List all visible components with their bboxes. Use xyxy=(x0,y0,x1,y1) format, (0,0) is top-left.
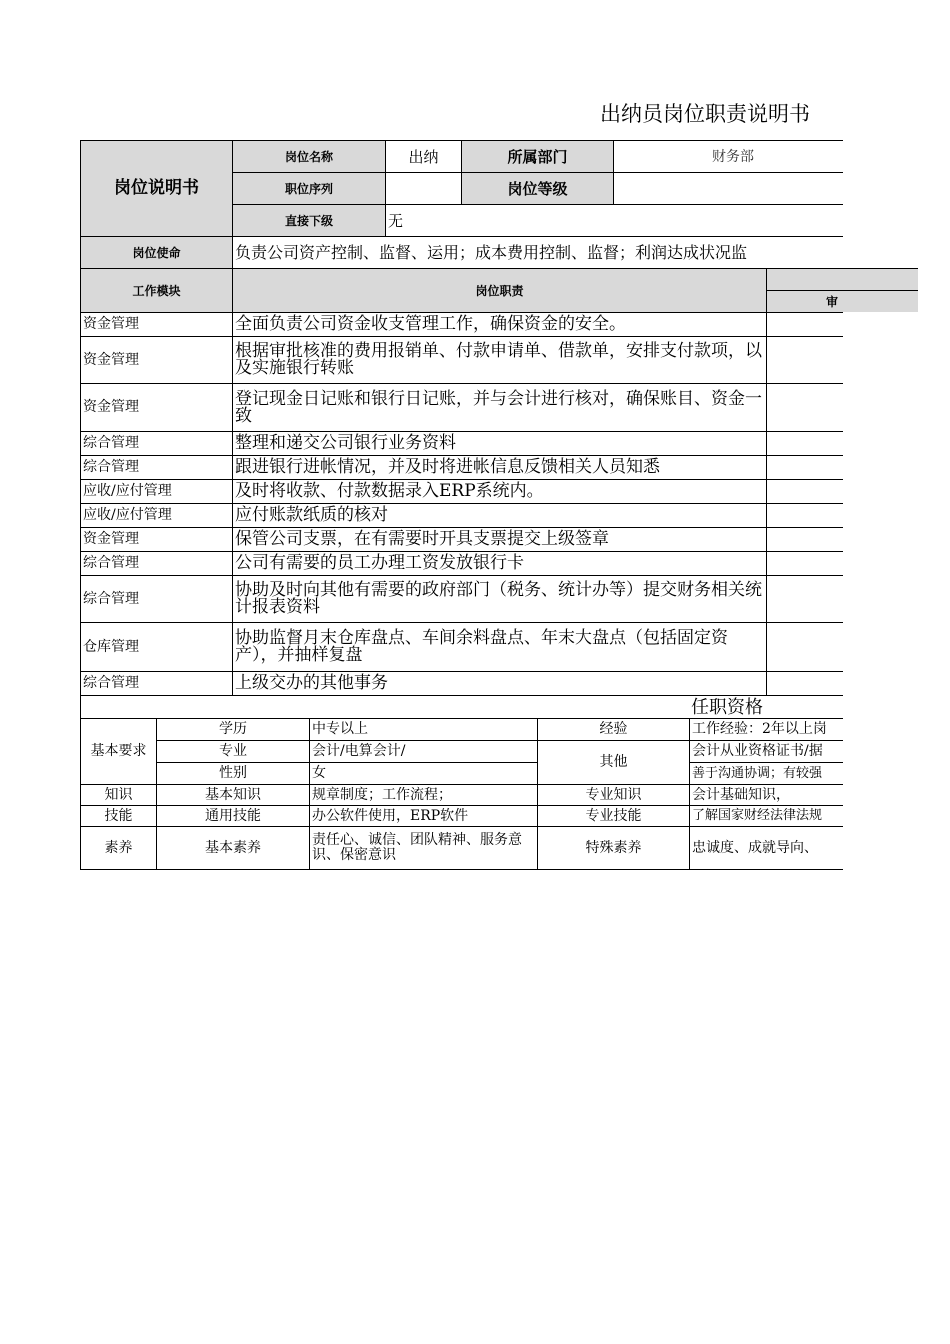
name-value: 出纳 xyxy=(385,140,462,173)
pro-knowledge-label: 专业知识 xyxy=(537,784,690,806)
name-label: 岗位名称 xyxy=(232,140,386,173)
duty-module: 资金管理 xyxy=(80,312,233,337)
education-label: 学历 xyxy=(156,718,310,741)
seq-value xyxy=(385,172,462,205)
col-partial-label: 审 xyxy=(826,295,839,309)
duty-extra xyxy=(766,671,853,696)
right-clip xyxy=(843,90,950,268)
duty-module: 综合管理 xyxy=(80,671,233,696)
duty-text: 协助监督月末仓库盘点、车间余料盘点、年末大盘点（包括固定资产），并抽样复盘 xyxy=(232,622,767,672)
sub-value: 无 xyxy=(385,204,853,237)
col-module: 工作模块 xyxy=(80,268,233,313)
duty-module: 综合管理 xyxy=(80,455,233,480)
duty-text: 上级交办的其他事务 xyxy=(232,671,767,696)
duty-text: 保管公司支票，在有需要时开具支票提交上级签章 xyxy=(232,527,767,552)
duty-extra xyxy=(766,479,853,504)
basic-knowledge-label: 基本知识 xyxy=(156,784,310,806)
basic-quality-value: 责任心、诚信、团队精神、服务意识、保密意识 xyxy=(309,826,538,870)
duty-module: 综合管理 xyxy=(80,551,233,576)
doc-label: 岗位说明书 xyxy=(80,140,233,237)
pro-skill-label: 专业技能 xyxy=(537,805,690,827)
duty-text: 应付账款纸质的核对 xyxy=(232,503,767,528)
special-quality-value: 忠诚度、成就导向、 xyxy=(689,826,853,870)
col-duty: 岗位职责 xyxy=(232,268,767,313)
duty-module: 综合管理 xyxy=(80,431,233,456)
special-quality-label: 特殊素养 xyxy=(537,826,690,870)
pro-skill-value: 了解国家财经法律法规 xyxy=(689,805,853,827)
gender-value: 女 xyxy=(309,762,538,785)
general-skill-label: 通用技能 xyxy=(156,805,310,827)
basic-req-label: 基本要求 xyxy=(80,718,157,785)
experience-value: 工作经验：2年以上岗 xyxy=(689,718,853,741)
qual-section-title: 任职资格 xyxy=(691,697,763,718)
basic-quality-label: 基本素养 xyxy=(156,826,310,870)
mission-label: 岗位使命 xyxy=(80,236,233,269)
duty-module: 资金管理 xyxy=(80,336,233,384)
duty-text: 整理和递交公司银行业务资料 xyxy=(232,431,767,456)
duty-extra xyxy=(766,431,853,456)
gender-label: 性别 xyxy=(156,762,310,785)
duty-text: 全面负责公司资金收支管理工作，确保资金的安全。 xyxy=(232,312,767,337)
duty-module: 应收/应付管理 xyxy=(80,479,233,504)
education-value: 中专以上 xyxy=(309,718,538,741)
duty-module: 仓库管理 xyxy=(80,622,233,672)
knowledge-label: 知识 xyxy=(80,784,157,806)
grade-label: 岗位等级 xyxy=(461,172,614,205)
duty-module: 应收/应付管理 xyxy=(80,503,233,528)
quality-label: 素养 xyxy=(80,826,157,870)
duty-text: 协助及时向其他有需要的政府部门（税务、统计办等）提交财务相关统计报表资料 xyxy=(232,575,767,623)
duty-text: 及时将收款、付款数据录入ERP系统内。 xyxy=(232,479,767,504)
duty-extra xyxy=(766,527,853,552)
duty-extra xyxy=(766,455,853,480)
other-label: 其他 xyxy=(537,740,690,785)
duty-extra xyxy=(766,383,853,432)
page-title: 出纳员岗位职责说明书 xyxy=(600,102,810,126)
grade-value xyxy=(613,172,853,205)
major-value: 会计/电算会计/ xyxy=(309,740,538,763)
dept-label: 所属部门 xyxy=(461,140,614,173)
duty-extra xyxy=(766,551,853,576)
duty-module: 资金管理 xyxy=(80,383,233,432)
other-value-2: 善于沟通协调；有较强 xyxy=(689,762,853,785)
pro-knowledge-value: 会计基础知识， xyxy=(689,784,853,806)
duty-text: 根据审批核准的费用报销单、付款申请单、借款单，安排支付款项，以及实施银行转账 xyxy=(232,336,767,384)
seq-label: 职位序列 xyxy=(232,172,386,205)
qual-title-row xyxy=(80,695,853,719)
duty-module: 综合管理 xyxy=(80,575,233,623)
duty-extra xyxy=(766,622,853,672)
duty-text: 登记现金日记账和银行日记账，并与会计进行核对，确保账目、资金一致 xyxy=(232,383,767,432)
sub-label: 直接下级 xyxy=(232,204,386,237)
col-partial-divider xyxy=(766,290,918,291)
duty-module: 资金管理 xyxy=(80,527,233,552)
major-label: 专业 xyxy=(156,740,310,763)
duty-text: 跟进银行进帐情况，并及时将进帐信息反馈相关人员知悉 xyxy=(232,455,767,480)
other-value-1: 会计从业资格证书/据 xyxy=(689,740,853,763)
right-clip xyxy=(843,312,950,872)
dept-value: 财务部 xyxy=(613,140,853,173)
skill-label: 技能 xyxy=(80,805,157,827)
experience-label: 经验 xyxy=(537,718,690,741)
duty-text: 公司有需要的员工办理工资发放银行卡 xyxy=(232,551,767,576)
mission-value: 负责公司资产控制、监督、运用；成本费用控制、监督；利润达成状况监 xyxy=(232,236,853,269)
duty-extra xyxy=(766,336,853,384)
duty-extra xyxy=(766,312,853,337)
general-skill-value: 办公软件使用，ERP软件 xyxy=(309,805,538,827)
duty-extra xyxy=(766,503,853,528)
duty-extra xyxy=(766,575,853,623)
basic-knowledge-value: 规章制度；工作流程； xyxy=(309,784,538,806)
